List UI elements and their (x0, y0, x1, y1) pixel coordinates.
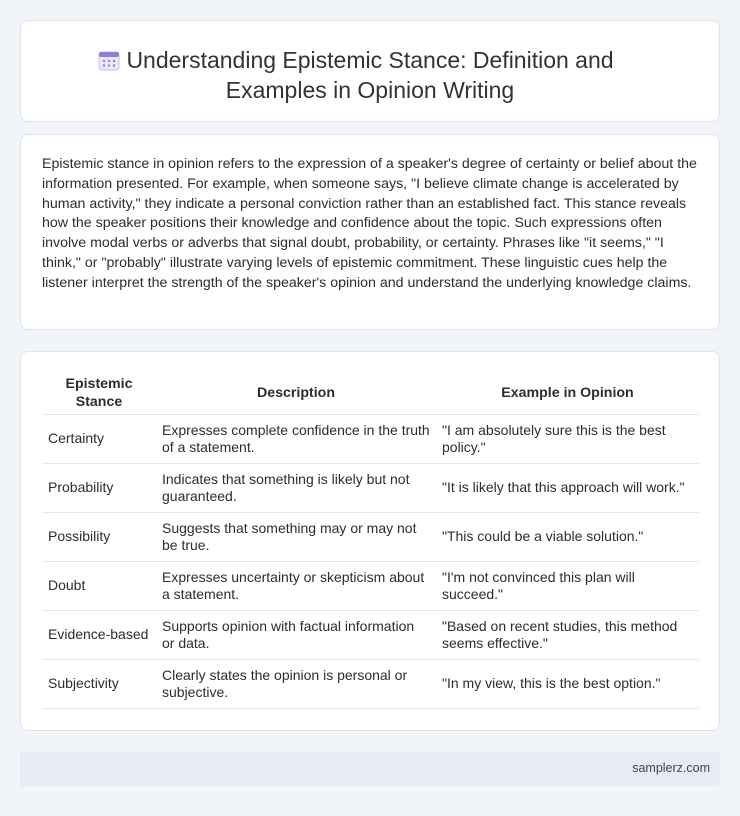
table-row (42, 562, 699, 611)
stance-cell: Doubt (42, 562, 156, 611)
intro-card (20, 134, 720, 330)
stance-table (42, 371, 699, 709)
table-row (42, 415, 699, 464)
stance-cell: Evidence-based (42, 611, 156, 660)
example-cell: "In my view, this is the best option." (436, 660, 699, 709)
page-title: Understanding Epistemic Stance: Definition and Examples in Opinion Writing (126, 47, 614, 103)
example-cell: "I'm not convinced this plan will succeed." (436, 562, 699, 611)
intro-paragraph: Epistemic stance in opinion refers to the expression of a speaker's degree of certainty or belief about the information presented. For example, when someone says, "I believe climate change is accelerated by human activity," they indicate a personal conviction rather than an established fact. This stance reveals how the speaker positions their knowledge and confidence about the topic. Such expressions often involve modal verbs or adverbs that signal doubt, probability, or certainty. Phrases like "it seems," "I think," or "probably" illustrate varying levels of epistemic commitment. These linguistic cues help the listener interpret the strength of the speaker's opinion and understand the underlying knowledge claims. (42, 156, 697, 291)
stance-cell: Certainty (42, 415, 156, 464)
description-cell: Suggests that something may or may not be true. (156, 513, 436, 562)
header-epistemic-stance: Epistemic Stance (42, 371, 156, 415)
example-cell: "Based on recent studies, this method seems effective." (436, 611, 699, 660)
title-card (20, 20, 720, 122)
footer (20, 752, 720, 786)
table-card (20, 351, 720, 731)
header-description: Description (156, 371, 436, 415)
description-cell: Supports opinion with factual information or data. (156, 611, 436, 660)
example-cell: "This could be a viable solution." (436, 513, 699, 562)
table-row (42, 464, 699, 513)
example-cell: "It is likely that this approach will work." (436, 464, 699, 513)
description-cell: Indicates that something is likely but not guaranteed. (156, 464, 436, 513)
table-row (42, 660, 699, 709)
description-cell: Expresses uncertainty or skepticism about a statement. (156, 562, 436, 611)
header-example: Example in Opinion (436, 371, 699, 415)
description-cell: Clearly states the opinion is personal or subjective. (156, 660, 436, 709)
footer-brand-link[interactable]: samplerz.com (632, 761, 710, 775)
stance-cell: Probability (42, 464, 156, 513)
stance-cell: Possibility (42, 513, 156, 562)
table-row (42, 513, 699, 562)
table-header-row (42, 371, 699, 415)
table-row (42, 611, 699, 660)
description-cell: Expresses complete confidence in the truth of a statement. (156, 415, 436, 464)
stance-cell: Subjectivity (42, 660, 156, 709)
example-cell: "I am absolutely sure this is the best policy." (436, 415, 699, 464)
